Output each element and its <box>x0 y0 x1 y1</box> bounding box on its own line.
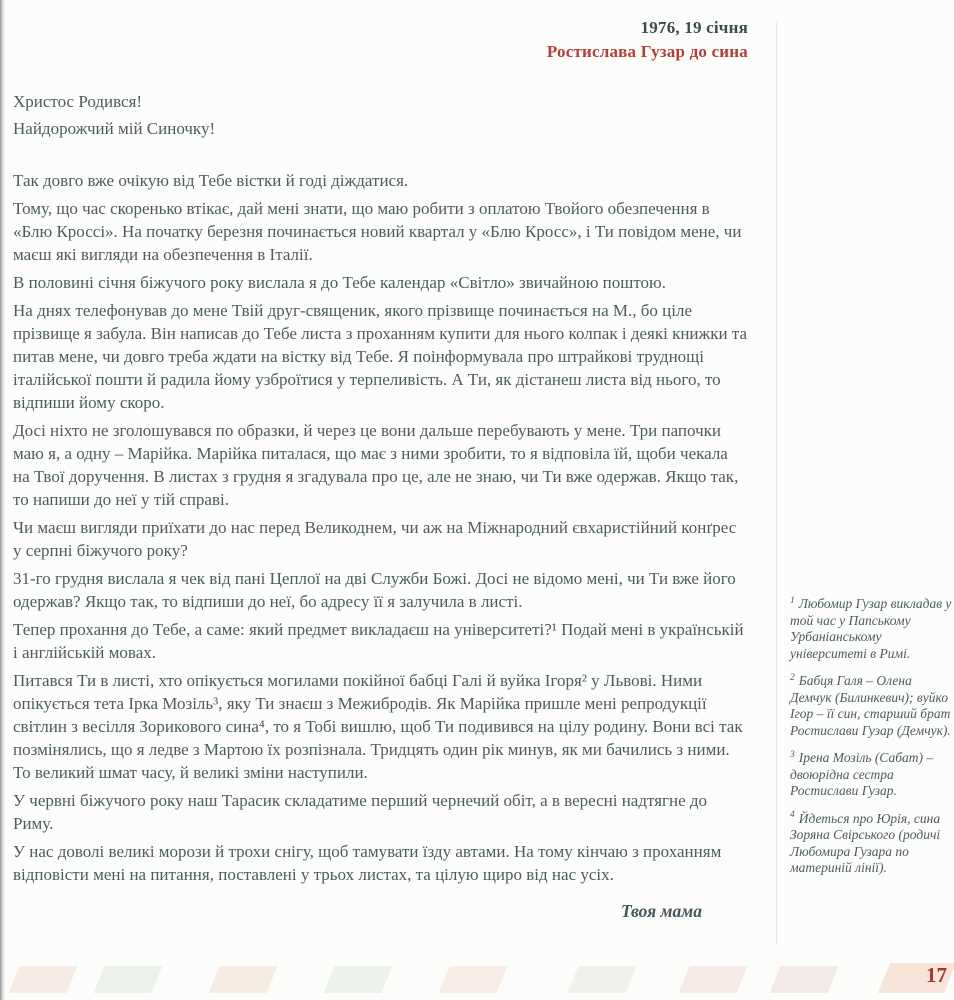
footnote-marker: 1 <box>790 595 795 606</box>
decorative-bottom-band <box>0 960 954 1000</box>
decorative-parallelogram <box>770 966 839 993</box>
letter-paragraph: У червні біжучого року наш Тарасик складатиме перший чернечий обіт, а в вересні надтягне до Риму. <box>13 791 708 833</box>
footnote <box>790 750 953 800</box>
margin-divider-line <box>776 22 777 944</box>
salutation <box>13 88 748 142</box>
decorative-parallelogram <box>679 966 748 993</box>
margin-footnotes <box>790 596 953 888</box>
letter-signature: Твоя мама <box>620 901 702 921</box>
letter-paragraph: Тепер прохання до Тебе, а саме: який предмет викладаєш на університеті?¹ Подай мені в українській і англійській мовах. <box>13 620 744 662</box>
footnote-text: Йдеться про Юрія, сина Зоряна Свірського (родичі Любомира Гузара по материній лінії). <box>790 810 941 875</box>
letter-paragraph: У нас доволі великі морози й трохи снігу, щоб тамувати їзду автами. На тому кінчаю з проханням відповісти мені на питання, поставлені у трьох листах, та цілую щиро від нас усіх. <box>13 842 722 884</box>
footnote-marker: 3 <box>790 749 795 760</box>
footnote <box>790 673 953 739</box>
footnote-marker: 4 <box>790 810 795 820</box>
footnote-text: Ірена Мозіль (Сабат) – двоюрідна сестра Ростислави Гузар. <box>790 750 934 798</box>
decorative-parallelogram <box>324 966 393 993</box>
letter-body <box>13 88 748 923</box>
letter-title: Ростислава Гузар до сина <box>546 42 748 61</box>
decorative-parallelogram <box>439 966 508 993</box>
footnote-marker: 2 <box>790 672 795 683</box>
letter-paragraph: Тому, що час скоренько втікає, дай мені знати, що маю робити з оплатою Твойого обезпечення в «Блю Кроссі». На початку березня починається новий квартал у «Блю Кросс», і Ти повідом мене, чи маєш які вигляди на обезпечення в Італії. <box>13 199 742 264</box>
footnote-text: Бабця Галя – Олена Демчук (Билинкевич); вуйко Ігор – її син, старший брат Ростислави Гузар (Демчук). <box>790 673 951 738</box>
page-number-badge <box>884 963 950 993</box>
letter-paragraph: Досі ніхто не зголошувався по образки, й через це вони дальше перебувають у мене. Три папочки маю я, а одну – Марійка. Марійка питалася, що має з ними зробити, то я відповіла їй, щоби чекала на Твої доручення. В листах з грудня я згадувала про це, але не знаю, чи Ти вже одержав. Якщо так, то напиши до неї у тій справі. <box>13 421 739 509</box>
page-number: 17 <box>926 963 947 987</box>
letter-paragraph: 31-го грудня вислала я чек від пані Цеплої на дві Служби Божі. Досі не відомо мені, чи Ти вже його одержав? Якщо так, то відпиши до неї, бо адресу її я залучила в листі. <box>13 569 736 611</box>
footnote-text: Любомир Гузар викладав у той час у Папському Урбаніанському університеті в Римі. <box>790 596 952 661</box>
decorative-parallelogram <box>9 966 78 993</box>
salutation-line: Найдорожчий мій Синочку! <box>13 119 216 138</box>
letter-header <box>13 18 748 62</box>
letter-date: 1976, 19 січня <box>640 18 748 37</box>
footnote <box>790 811 953 877</box>
decorative-parallelogram <box>568 966 637 993</box>
page-edge-shadow <box>0 0 6 1000</box>
letter-paragraph: В половині січня біжучого року вислала я до Тебе календар «Світло» звичайною поштою. <box>13 273 666 292</box>
letter-paragraph: Чи маєш вигляди приїхати до нас перед Великоднем, чи аж на Міжнародний євхаристійний конґрес у серпні біжучого року? <box>13 518 737 560</box>
footnote <box>790 596 953 662</box>
salutation-line: Христос Родився! <box>13 92 143 111</box>
letter-paragraph: На днях телефонував до мене Твій друг-священик, якого прізвище починається на М., бо ціле прізвище я забула. Він написав до Тебе листа з проханням купити для нього колпак і деякі книжки та питав мене, чи довго треба ждати на вістку від Тебе. Я поінформувала про штрайкові труднощі італійської пошти й радила йому узброїтися у терпеливість. А Ти, як дістанеш листа від нього, то відпиши йому скоро. <box>13 301 748 412</box>
letter-paragraph: Так довго вже очікую від Тебе вістки й годі діждатися. <box>13 171 409 190</box>
decorative-parallelogram <box>209 966 278 993</box>
letter-paragraph: Питався Ти в листі, хто опікується могилами покійної бабці Галі й вуйка Ігоря² у Львові. Ними опікується тета Ірка Мозіль³, яку Ти знаєш з Межибродів. Як Марійка пришле мені репродукції світлин з весілля Зорикового сина⁴, то я Тобі вишлю, щоб Ти подивився на цілу родину. Вони всі так позмінялись, що я ледве з Мартою їх розпізнала. Тридцять один рік минув, як ми бачились з ними. То великий шмат часу, й великі зміни наступили. <box>13 671 743 782</box>
decorative-parallelogram <box>94 966 163 993</box>
